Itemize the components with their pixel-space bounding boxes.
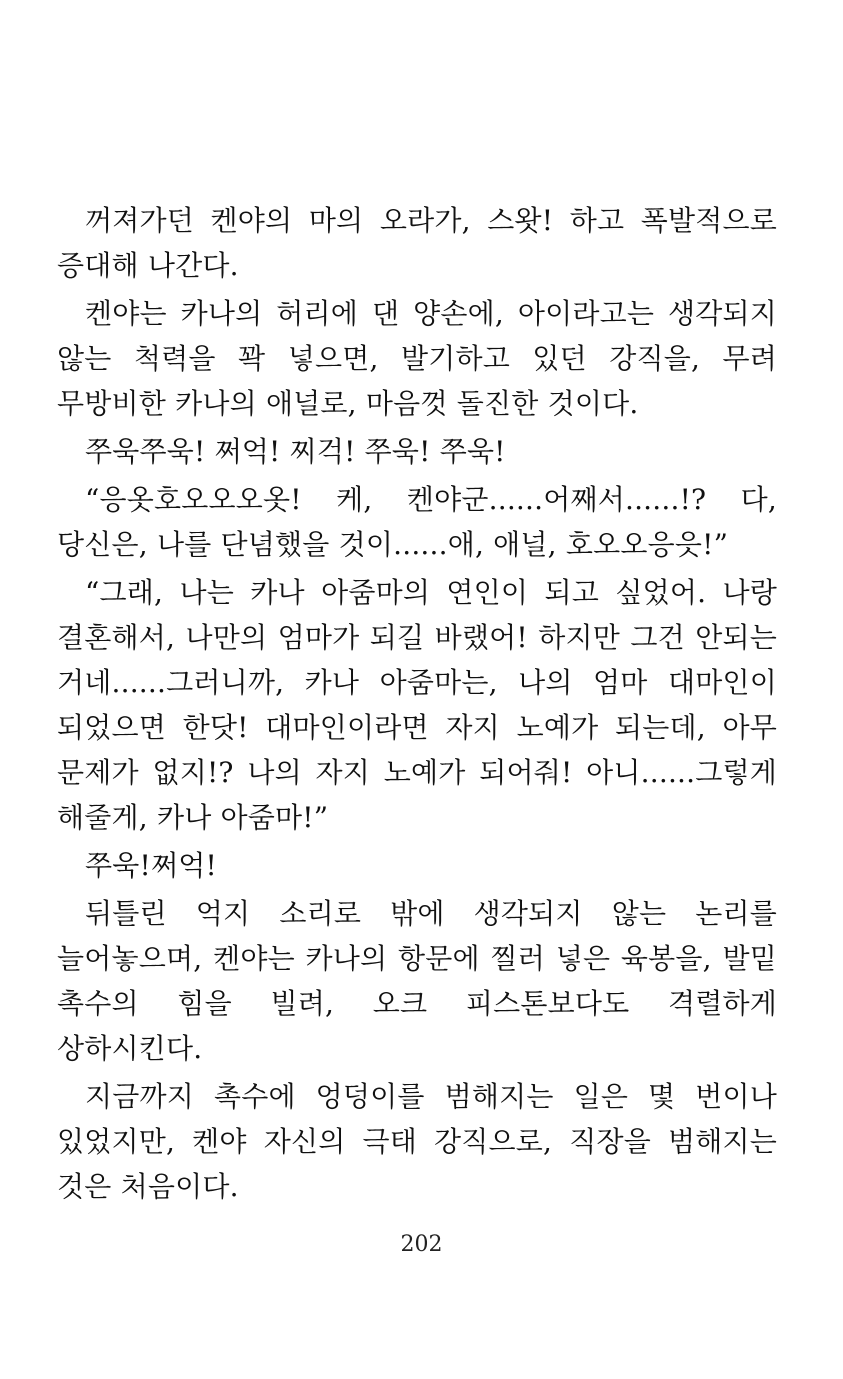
body-text [57, 198, 777, 1212]
paragraph-4: “응옷호오오오옷! 케, 켄야군......어째서......!? 다, 당신은, 나를 단념했을 것이......애, 애널, 호오오응읏!” [57, 483, 777, 561]
paragraph-8: 지금까지 촉수에 엉덩이를 범해지는 일은 몇 번이나 있었지만, 켄야 자신의 극태 강직으로, 직장을 범해지는 것은 처음이다. [57, 1080, 777, 1203]
paragraph-6: 쭈욱!쩌억! [85, 849, 217, 882]
page-number: 202 [400, 1232, 443, 1257]
paragraph-1: 꺼져가던 켄야의 마의 오라가, 스왓! 하고 폭발적으로 증대해 나간다. [57, 204, 777, 282]
paragraph-3: 쭈욱쭈욱! 쩌억! 찌걱! 쭈욱! 쭈욱! [85, 435, 506, 468]
paragraph-5: “그래, 나는 카나 아줌마의 연인이 되고 싶었어. 나랑 결혼해서, 나만의 엄마가 되길 바랬어! 하지만 그건 안되는 거네......그러니까, 카나 아줌마는, 나의 엄마 대마인이 되었으면 한닷! 대마인이라면 자지 노예가 되는데, 아무 문제가 없지!? 나의 자지 노예가 되어줘! 아니......그렇게 해줄게, 카나 아줌마!” [57, 576, 777, 834]
paragraph-7: 뒤틀린 억지 소리로 밖에 생각되지 않는 논리를 늘어놓으며, 켄야는 카나의 항문에 찔러 넣은 육봉을, 발밑 촉수의 힘을 빌려, 오크 피스톤보다도 격렬하게 상하시킨다. [57, 897, 777, 1065]
paragraph-2: 켄야는 카나의 허리에 댄 양손에, 아이라고는 생각되지 않는 척력을 꽉 넣으면, 발기하고 있던 강직을, 무려 무방비한 카나의 애널로, 마음껏 돌진한 것이다. [57, 297, 777, 420]
